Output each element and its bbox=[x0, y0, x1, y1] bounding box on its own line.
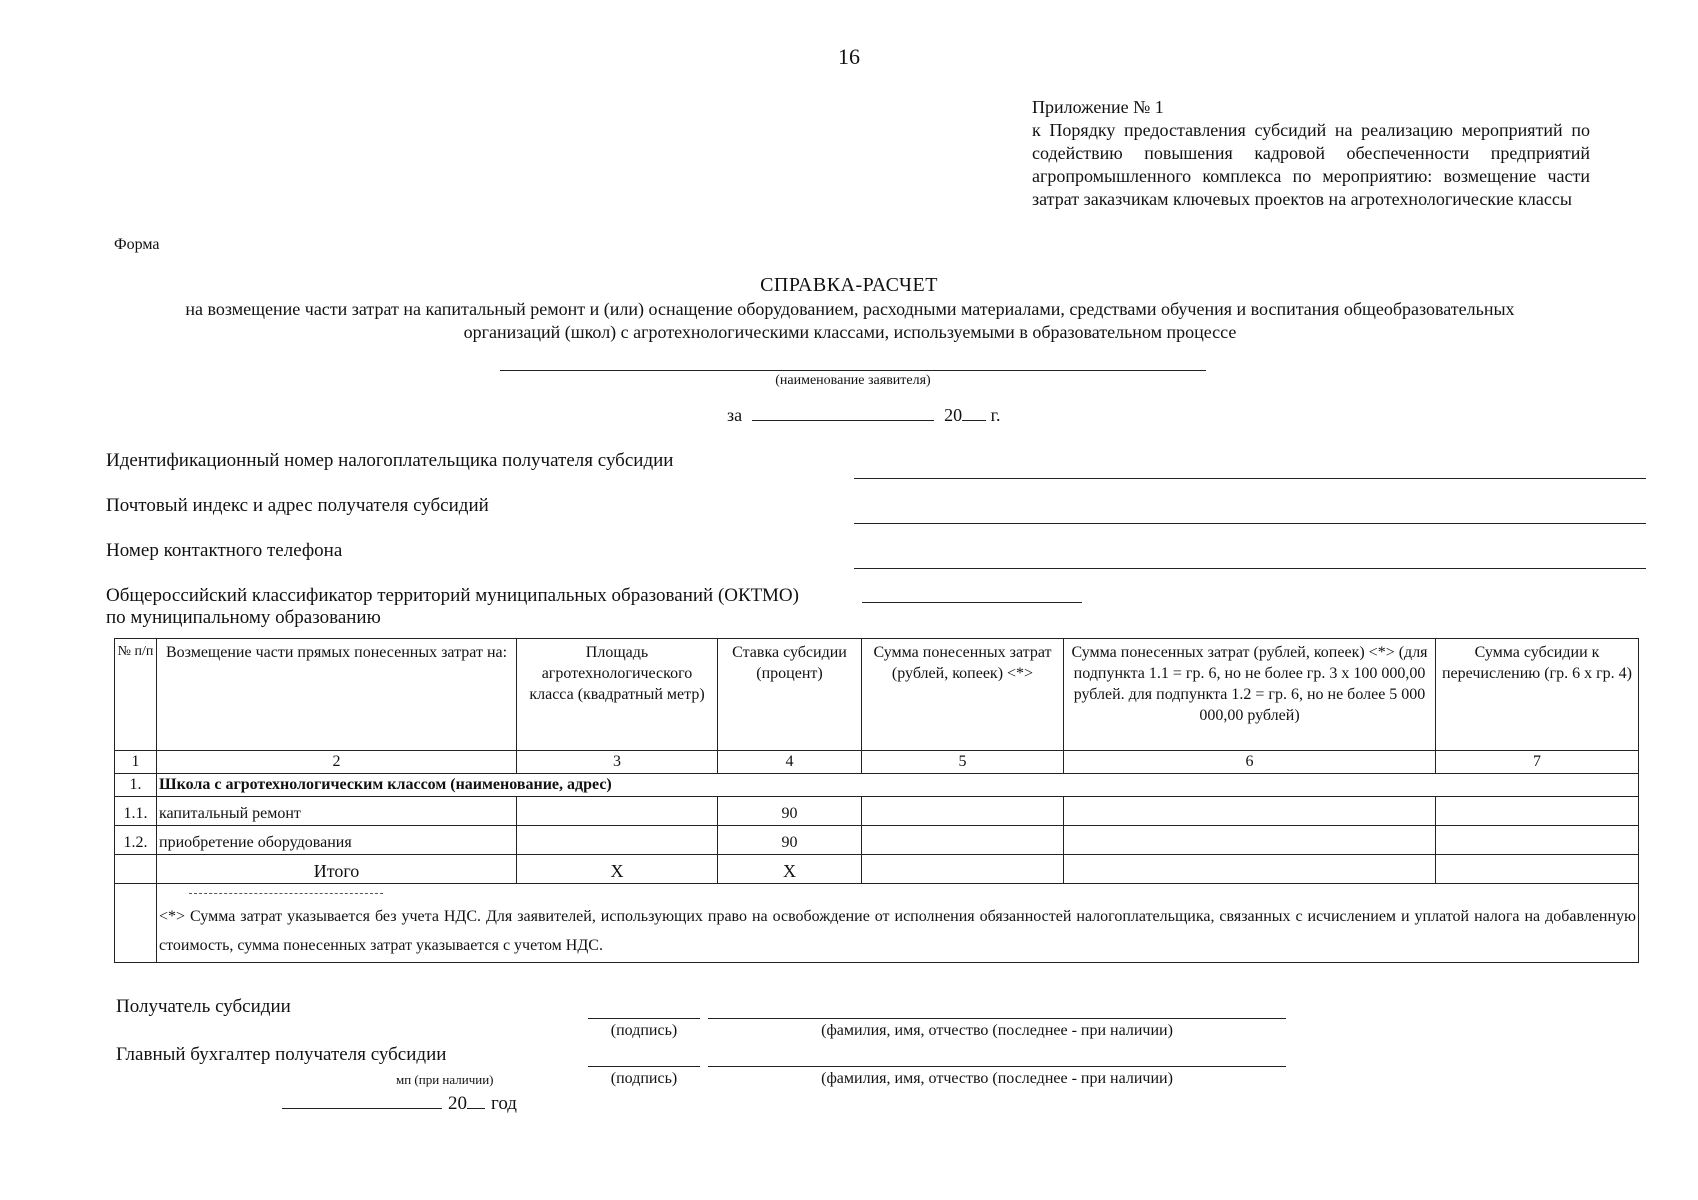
calculation-table bbox=[114, 638, 1639, 963]
section-number: 1. bbox=[115, 774, 157, 797]
reporting-period bbox=[727, 402, 1000, 426]
signature-date bbox=[282, 1090, 517, 1115]
header-rate: Ставка субсидии (процент) bbox=[718, 639, 862, 751]
stamp-placeholder: мп (при наличии) bbox=[396, 1072, 494, 1087]
phone-label: Номер контактного телефона bbox=[106, 540, 343, 561]
footnote-separator bbox=[189, 893, 383, 894]
total-label: Итого bbox=[157, 855, 517, 884]
footnote-text: <*> Сумма затрат указывается без учета НДС. Для заявителей, использующих право на освобождение от исполнения обязанностей налогоплательщика, связанных с исчислением и уплатой налога на добавленную стоимость, сумма понесенных затрат указывается с учетом НДС. bbox=[159, 908, 1636, 954]
eligible-costs-cell[interactable] bbox=[1064, 826, 1436, 855]
accountant-signature-field[interactable] bbox=[588, 1066, 700, 1067]
accountant-name-field[interactable] bbox=[708, 1066, 1286, 1067]
address-field[interactable] bbox=[854, 523, 1646, 524]
total-area: Х bbox=[517, 855, 718, 884]
costs-cell[interactable] bbox=[862, 826, 1064, 855]
rate-cell: 90 bbox=[718, 797, 862, 826]
accountant-label: Главный бухгалтер получателя субсидии bbox=[116, 1044, 447, 1065]
page-number: 16 bbox=[838, 44, 860, 69]
area-cell[interactable] bbox=[517, 797, 718, 826]
address-label: Почтовый индекс и адрес получателя субсидий bbox=[106, 495, 489, 516]
document-subtitle: на возмещение части затрат на капитальный ремонт и (или) оснащение оборудованием, расходными материалами, средствами обучения и воспитания общеобразовательных организаций (школ) с агротехнологическими классами, используемыми в образовательном процессе bbox=[185, 299, 1515, 342]
column-number-row bbox=[115, 751, 1639, 774]
header-number: № п/п bbox=[115, 639, 157, 751]
recipient-name-field[interactable] bbox=[708, 1018, 1286, 1019]
column-number: 1 bbox=[115, 751, 157, 774]
total-row bbox=[115, 855, 1639, 884]
area-cell[interactable] bbox=[517, 826, 718, 855]
document-title: СПРАВКА-РАСЧЕТ bbox=[760, 274, 938, 296]
header-cost-type: Возмещение части прямых понесенных затрат на: bbox=[157, 639, 517, 751]
name-caption: (фамилия, имя, отчество (последнее - при наличии) bbox=[821, 1070, 1173, 1087]
recipient-signature-field[interactable] bbox=[588, 1018, 700, 1019]
date-field[interactable] bbox=[282, 1090, 442, 1109]
total-eligible-costs-cell[interactable] bbox=[1064, 855, 1436, 884]
period-year-prefix: 20 bbox=[944, 405, 963, 425]
oktmo-label: Общероссийский классификатор территорий муниципальных образований (ОКТМО) bbox=[106, 585, 799, 606]
period-year-field[interactable] bbox=[962, 402, 986, 421]
row-label: приобретение оборудования bbox=[157, 826, 517, 855]
form-label: Форма bbox=[114, 236, 160, 253]
total-costs-cell[interactable] bbox=[862, 855, 1064, 884]
footnote-empty-cell bbox=[115, 884, 157, 963]
row-label: капитальный ремонт bbox=[157, 797, 517, 826]
period-year-suffix: г. bbox=[990, 405, 1001, 425]
signature-caption: (подпись) bbox=[610, 1070, 678, 1087]
row-number: 1.2. bbox=[115, 826, 157, 855]
subsidy-cell[interactable] bbox=[1436, 797, 1639, 826]
section-label: Школа с агротехнологическим классом (наименование, адрес) bbox=[157, 774, 1639, 797]
name-caption: (фамилия, имя, отчество (последнее - при наличии) bbox=[821, 1022, 1173, 1039]
column-number: 3 bbox=[517, 751, 718, 774]
column-number: 7 bbox=[1436, 751, 1639, 774]
column-number: 4 bbox=[718, 751, 862, 774]
applicant-name-field[interactable] bbox=[500, 370, 1206, 371]
date-suffix: год bbox=[491, 1093, 517, 1114]
footnote-row bbox=[115, 884, 1639, 963]
total-rate: Х bbox=[718, 855, 862, 884]
recipient-label: Получатель субсидии bbox=[116, 996, 291, 1017]
column-number: 6 bbox=[1064, 751, 1436, 774]
signature-caption: (подпись) bbox=[610, 1022, 678, 1039]
header-area: Площадь агротехнологического класса (квадратный метр) bbox=[517, 639, 718, 751]
header-subsidy: Сумма субсидии к перечислению (гр. 6 x гр. 4) bbox=[1436, 639, 1639, 751]
appendix-description: к Порядку предоставления субсидий на реализацию мероприятий по содействию повышения кадровой обеспеченности предприятий агропромышленного комплекса по мероприятию: возмещение части затрат заказчикам ключевых проектов на агротехнологические классы bbox=[1032, 120, 1590, 209]
oktmo-field[interactable] bbox=[862, 602, 1082, 603]
appendix-title: Приложение № 1 bbox=[1032, 97, 1164, 117]
eligible-costs-cell[interactable] bbox=[1064, 797, 1436, 826]
inn-label: Идентификационный номер налогоплательщика получателя субсидии bbox=[106, 450, 674, 471]
period-field[interactable] bbox=[752, 402, 934, 421]
column-number: 2 bbox=[157, 751, 517, 774]
table-row bbox=[115, 826, 1639, 855]
rate-cell: 90 bbox=[718, 826, 862, 855]
period-prefix: за bbox=[727, 405, 743, 425]
table-section-row bbox=[115, 774, 1639, 797]
header-costs: Сумма понесенных затрат (рублей, копеек) <*> bbox=[862, 639, 1064, 751]
subsidy-cell[interactable] bbox=[1436, 826, 1639, 855]
costs-cell[interactable] bbox=[862, 797, 1064, 826]
phone-field[interactable] bbox=[854, 568, 1646, 569]
inn-field[interactable] bbox=[854, 478, 1646, 479]
footnote-cell bbox=[157, 884, 1639, 963]
applicant-caption: (наименование заявителя) bbox=[775, 373, 931, 388]
row-number: 1.1. bbox=[115, 797, 157, 826]
header-eligible-costs: Сумма понесенных затрат (рублей, копеек) <*> (для подпункта 1.1 = гр. 6, но не более гр. 3 x 100 000,00 рублей. для подпункта 1.2 = гр. 6, но не более 5 000 000,00 рублей) bbox=[1064, 639, 1436, 751]
total-number-cell bbox=[115, 855, 157, 884]
total-subsidy-cell[interactable] bbox=[1436, 855, 1639, 884]
oktmo-label-continued: по муниципальному образованию bbox=[106, 607, 381, 628]
date-year-field[interactable] bbox=[467, 1090, 485, 1109]
table-header-row bbox=[115, 639, 1639, 751]
column-number: 5 bbox=[862, 751, 1064, 774]
appendix-header bbox=[1032, 96, 1590, 211]
date-year-prefix: 20 bbox=[448, 1093, 467, 1114]
table-row bbox=[115, 797, 1639, 826]
